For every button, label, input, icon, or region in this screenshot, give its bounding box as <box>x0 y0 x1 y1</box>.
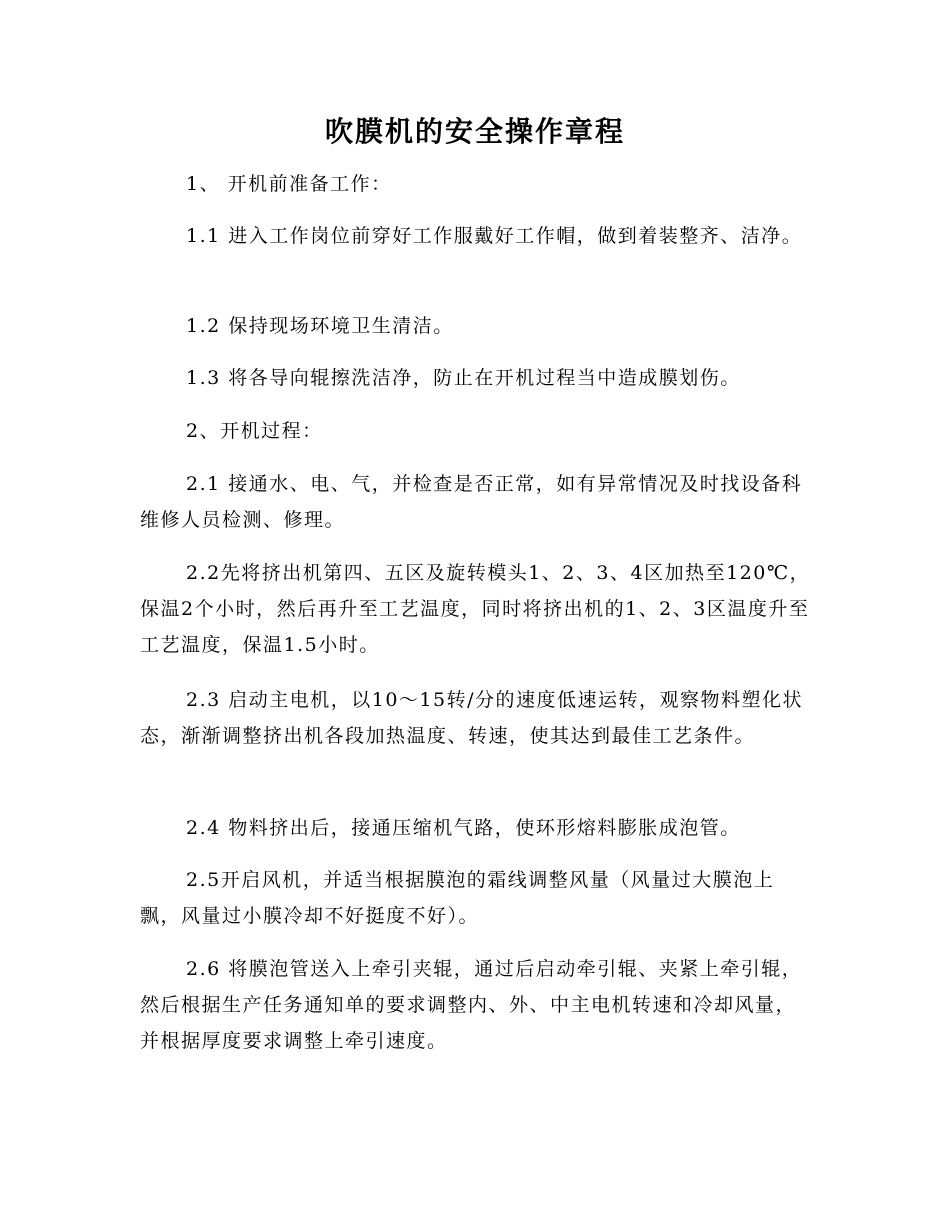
section-heading-2: 2、开机过程： <box>186 420 323 442</box>
paragraph-2-3: 2.3 启动主电机，以10～15转/分的速度低速运转，观察物料塑化状态，渐渐调整挤出机各段加热温度、转速，使其达到最佳工艺条件。 <box>140 689 804 747</box>
paragraph-2-2: 2.2先将挤出机第四、五区及旋转模头1、2、3、4区加热至120℃，保温2个小时，然后再升至工艺温度，同时将挤出机的1、2、3区温度升至工艺温度，保温1.5小时。 <box>140 562 811 656</box>
paragraph-1-1: 1.1 进入工作岗位前穿好工作服戴好工作帽，做到着装整齐、洁净。 <box>186 225 803 247</box>
paragraph-2-5: 2.5开启风机，并适当根据膜泡的霜线调整风量（风量过大膜泡上飘，风量过小膜冷却不好挺度不好）。 <box>140 869 775 927</box>
paragraph-1-2: 1.2 保持现场环境卫生清洁。 <box>186 315 454 337</box>
paragraph-2-4: 2.4 物料挤出后，接通压缩机气路，使环形熔料膨胀成泡管。 <box>186 817 741 839</box>
paragraph-2-6: 2.6 将膜泡管送入上牵引夹辊，通过后启动牵引辊、夹紧上牵引辊，然后根据生产任务通知单的要求调整内、外、中主电机转速和冷却风量，并根据厚度要求调整上牵引速度。 <box>140 958 803 1052</box>
paragraph-1-3: 1.3 将各导向辊擦洗洁净，防止在开机过程当中造成膜划伤。 <box>186 367 741 389</box>
section-heading-1: 1、 开机前准备工作： <box>186 173 392 195</box>
paragraph-2-1: 2.1 接通水、电、气，并检查是否正常，如有异常情况及时找设备科维修人员检测、修理。 <box>140 473 803 531</box>
document-title: 吹膜机的安全操作章程 <box>324 115 625 148</box>
